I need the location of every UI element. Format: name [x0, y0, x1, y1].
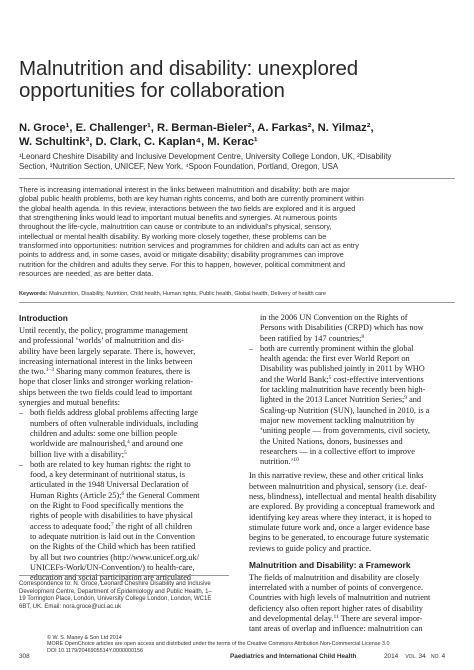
text-line: – both are currently prominent within the global — [260, 343, 414, 353]
bullet-continuation — [249, 313, 457, 344]
bullet-item — [19, 460, 231, 584]
text-segment: nutrition.’ — [260, 457, 294, 467]
text-line: to adequate nutrition is laid out in the Convention — [30, 531, 195, 541]
issue: 4 — [441, 653, 446, 660]
abstract-line: intellectual or mental health disability. By working more closely together, these problems can be — [19, 231, 327, 241]
abstract-line: the global health agenda. In this review, interactions between the two fields are explored and it is argued — [19, 203, 356, 213]
copyright-line: © W. S. Maney & Son Ltd 2014 — [47, 635, 122, 641]
citation-ref: 7 — [110, 521, 114, 528]
text-line: major new movement tackling malnutrition by — [260, 415, 415, 425]
text-line: and professional ‘worlds’ of malnutrition and dis- — [19, 336, 184, 346]
affiliation-line-1: ¹Leonard Cheshire Disability and Inclusive Development Centre, University College London, UK, ²Disability — [19, 152, 392, 161]
text-line: interrelated with a number of points of convergence. — [249, 583, 424, 593]
text-line: synergies and mutual benefits: — [19, 398, 121, 408]
text-segment: There are several impor- — [340, 614, 423, 624]
abstract-line: points to address and, in some cases, avoid or mitigate disability; disability programmes can improve — [19, 250, 344, 260]
section-heading-introduction: Introduction — [19, 313, 68, 323]
abstract-bottom-rule — [19, 302, 455, 303]
keywords-text: Malnutrition, Disability, Nutrition, Child health, Human rights, Public health, Global health, Delivery of health care — [49, 291, 327, 297]
text-line: begins to be generated, to encourage future systematic — [249, 533, 430, 543]
citation-ref: 11 — [333, 614, 339, 621]
text-line — [30, 450, 231, 460]
citation-ref: 10 — [293, 457, 299, 464]
text-line: hope that closer links and stronger working relation- — [19, 377, 193, 387]
page-number: 308 — [19, 653, 30, 660]
text-line: on the Right to Food specifically mentions the — [30, 501, 184, 511]
text-line: identifying key areas where they interact, it is hoped to — [249, 512, 432, 522]
volume: 34 — [418, 653, 426, 660]
text-line: children and adults: some one billion people — [30, 428, 178, 438]
title-line-1: Malnutrition and disability: unexplored — [19, 57, 359, 80]
text-line: the United Nations, donors, businesses and — [260, 436, 403, 446]
text-line: The fields of malnutrition and disability are closely — [249, 572, 420, 582]
text-line — [19, 367, 231, 377]
text-segment: billion live with a disability; — [30, 449, 125, 459]
text-line: food, a key determinant of nutritional status, is — [30, 470, 186, 480]
abstract-line: resources are needed, as are better data. — [19, 269, 154, 279]
text-line: researchers — in a collective effort to improve — [260, 446, 415, 456]
text-segment: been ratified by 147 countries; — [260, 333, 362, 343]
text-line: Countries with high levels of malnutrition and nutrient — [249, 593, 431, 603]
text-segment: and the World Bank; — [260, 374, 329, 384]
correspondence-note — [19, 581, 229, 611]
text-line: health agenda: the first ever World Report on — [260, 354, 410, 364]
authors-line-1: N. Groce¹, E. Challenger¹, R. Berman-Bieler², A. Farkas², N. Yilmaz², — [19, 122, 374, 134]
text-line: ness, blindness), intellectual and mental health disability — [249, 492, 437, 502]
text-segment: worldwide are malnourished, — [30, 439, 127, 449]
text-line: – both are related to key human rights: the right to — [30, 459, 191, 469]
text-segment: the two. — [19, 367, 46, 377]
text-line: ability have been largely separate. There is, however, — [19, 346, 196, 356]
text-line: are explored. By providing a conceptual framework and — [249, 502, 435, 512]
text-line — [260, 395, 457, 405]
text-segment: cost-effective interventions — [333, 374, 424, 384]
affiliation-line-2: Section, ³Nutrition Section, UNICEF, New York, ⁴Spoon Foundation, Portland, Oregon, USA — [19, 162, 339, 171]
text-segment: and around one — [131, 439, 183, 449]
text-line: Scaling-up Nutrition (SUN), launched in 2010, is a — [260, 405, 430, 415]
bullet-item — [19, 408, 231, 459]
issue-label: NO. — [430, 654, 440, 660]
text-line: In this narrative review, these and other critical links — [249, 471, 424, 481]
text-segment: access to adequate food; — [30, 521, 111, 531]
abstract-line: global public health problems, both are key human rights concerns, and both are currently prominent within — [19, 194, 364, 204]
text-segment: Human Rights (Article 25); — [30, 490, 122, 500]
citation-ref: 4 — [127, 439, 130, 446]
title-line-2: opportunities for collaboration — [19, 79, 285, 102]
text-segment: Sharing many common features, there is — [56, 367, 191, 377]
right-column — [249, 313, 457, 635]
abstract-line: There is increasing international interest in the links between malnutrition and disability: both are major — [19, 185, 350, 194]
keywords — [19, 291, 455, 298]
abstract-line: nutrition for the children and adults they serve. For this to happen, however, political commitment and — [19, 259, 346, 269]
journal-name: Paediatrics and International Child Health — [230, 653, 357, 660]
text-line: reviews to guide policy and practice. — [249, 543, 372, 553]
text-line: articulated in the 1948 Universal Declaration of — [30, 480, 189, 490]
citation-ref: 8 — [361, 333, 365, 340]
text-segment: and developmental delay. — [249, 614, 334, 624]
text-line: ‘uniting people — from governments, civil society, — [260, 426, 430, 436]
author-list — [19, 121, 459, 149]
text-line — [30, 439, 231, 449]
license-line: MORE OpenChoice articles are open access and distributed under the terms of the Creative Commons Attribution Non-Commercial License 3.0 — [47, 641, 390, 648]
text-line: Persons with Disabilities (CRPD) which has now — [260, 323, 424, 333]
left-column — [19, 313, 231, 583]
text-line: in the 2006 UN Convention on the Rights of — [260, 313, 408, 322]
text-line: UNICEFs-Work/UN-Convention/) to health-care, — [30, 562, 195, 572]
text-line: rights of people with disabilities to have physical — [30, 511, 193, 521]
text-line — [260, 375, 457, 385]
text-line: stimulate future work and, once a larger evidence base — [249, 522, 430, 532]
issue-info — [384, 653, 445, 660]
section-heading-framework: Malnutrition and Disability: a Framework — [249, 559, 411, 570]
abstract-line: transformed into opportunities: nutrition services and programmes for children and adults can act as entry — [19, 241, 359, 251]
year: 2014 — [384, 653, 399, 660]
text-line: education and social participation are articulated — [30, 573, 192, 583]
text-line: between malnutrition and physical, sensory (i.e. deaf- — [249, 481, 428, 491]
citation-ref: 6 — [121, 490, 125, 497]
text-line: on the Rights of the Child which has been ratified — [30, 542, 196, 552]
citation-ref: 5 — [328, 374, 332, 381]
text-line — [260, 334, 457, 344]
text-line — [249, 614, 457, 624]
text-line: for tackling malnutrition have recently been high- — [260, 385, 426, 395]
text-line: – both fields address global problems affecting large — [30, 408, 198, 418]
correspondence-line: Development Centre, Department of Epidemiology and Public Health, 1– — [19, 588, 212, 595]
abstract — [19, 185, 455, 278]
text-segment: and — [409, 395, 422, 405]
text-line: increasing international interest in the links between — [19, 356, 193, 366]
authors-line-2: W. Schultink³, D. Clark, C. Kaplan⁴, M. Kerac¹ — [19, 136, 258, 148]
abstract-line: throughout the life-cycle, malnutrition can cause or contribute to an individual’s physical, sensory, — [19, 222, 332, 232]
text-line — [30, 522, 231, 532]
correspondence-line: 6BT, UK. Email: nora.groce@ucl.ac.uk — [19, 603, 122, 610]
volume-label: VOL. — [405, 654, 417, 660]
text-line: deficiency also often report higher rates of disability — [249, 603, 423, 613]
abstract-top-rule — [19, 178, 455, 179]
bullet-item — [249, 344, 457, 468]
citation-ref: 1–3 — [45, 367, 54, 374]
url-link[interactable]: by all but two countries (http://www.unicef.org.uk/ — [30, 552, 199, 562]
text-line: numbers of often vulnerable individuals, including — [30, 418, 199, 428]
text-line: Until recently, the policy, programme management — [19, 326, 188, 335]
text-line — [260, 457, 457, 467]
keywords-label: Keywords: — [19, 291, 48, 297]
text-line — [30, 491, 231, 501]
article-title — [19, 58, 439, 102]
citation-ref: 5 — [124, 449, 127, 456]
license-footer — [47, 635, 467, 654]
text-line: tant areas of overlap and influence: malnutrition can — [249, 624, 423, 634]
text-segment: the right of all children — [115, 521, 193, 531]
correspondence-line: Correspondence to: N. Groce, Leonard Cheshire Disability and Inclusive — [19, 581, 211, 587]
text-line: ships between the two fields could lead to important — [19, 387, 193, 397]
text-segment: the General Comment — [126, 490, 200, 500]
citation-ref: 9 — [404, 395, 407, 402]
text-line: Disability was published jointly in 2011 by WHO — [260, 364, 425, 374]
doi-line: DOI 10.1179/2046905514Y.0000000156 — [47, 647, 144, 654]
correspondence-rule — [19, 575, 229, 576]
abstract-line: that strengthening links would lead to important mutual benefits and synergies. At numerous points — [19, 213, 338, 223]
text-segment: lighted in the 2013 Lancet Nutrition Series; — [260, 395, 405, 405]
correspondence-line: 19 Torrington Place, London, University College London, London, WC1E — [19, 596, 212, 603]
affiliations — [19, 152, 459, 172]
